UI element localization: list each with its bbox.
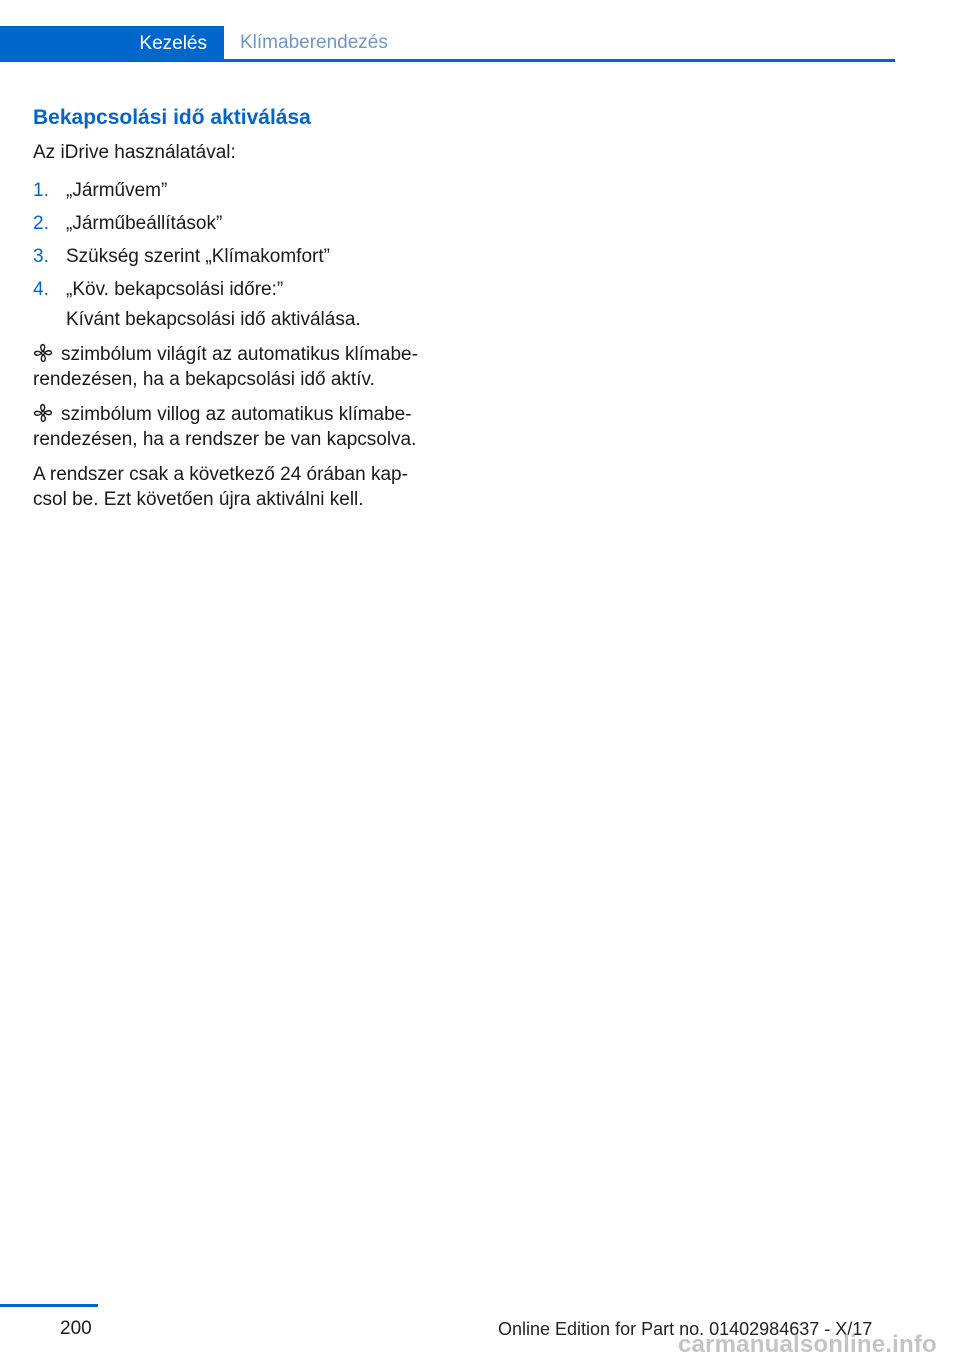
watermark: carmanualsonline.info	[678, 1331, 937, 1358]
paragraph-text: szimbólum villog az automatikus klímabe-rendezésen, ha a rendszer be van kapcsolva.	[33, 404, 417, 450]
paragraph-text: szimbólum világít az automatikus klímabe-rendezésen, ha a bekapcsolási idő aktív.	[33, 344, 418, 390]
paragraph-fan-lit	[33, 342, 438, 392]
main-content	[33, 104, 438, 512]
step-item	[33, 211, 438, 236]
page-number: 200	[60, 1318, 92, 1339]
step-text: „Köv. bekapcsolási időre:”	[66, 279, 284, 300]
step-item	[33, 178, 438, 203]
intro-text: Az iDrive használatával:	[33, 142, 236, 163]
step-number: 1.	[33, 180, 49, 201]
steps-list	[33, 178, 438, 302]
step-number: 2.	[33, 213, 49, 234]
step-note: Kívánt bekapcsolási idő aktiválása.	[66, 309, 361, 330]
step-item	[33, 244, 438, 269]
step-number: 4.	[33, 279, 49, 300]
fan-icon	[33, 403, 53, 423]
paragraph-fan-blink	[33, 402, 438, 452]
tab-klimaberendezes[interactable]: Klímaberendezés	[240, 32, 388, 53]
step-item	[33, 277, 438, 302]
header-bar	[0, 26, 895, 62]
step-text: Szükség szerint „Klímakomfort”	[66, 246, 330, 267]
paragraph-24h: A rendszer csak a következő 24 órában kap-csol be. Ezt követően újra aktiválni kell.	[33, 464, 408, 510]
footer-rule	[0, 1304, 98, 1307]
section-heading: Bekapcsolási idő aktiválása	[33, 106, 311, 129]
fan-icon	[33, 343, 53, 363]
step-text: „Járművem”	[66, 180, 168, 201]
tab-kezeles[interactable]: Kezelés	[0, 26, 224, 62]
step-text: „Járműbeállítások”	[66, 213, 223, 234]
edition-text: Online Edition for Part no. 01402984637 - X/17	[498, 1319, 873, 1339]
step-number: 3.	[33, 246, 49, 267]
